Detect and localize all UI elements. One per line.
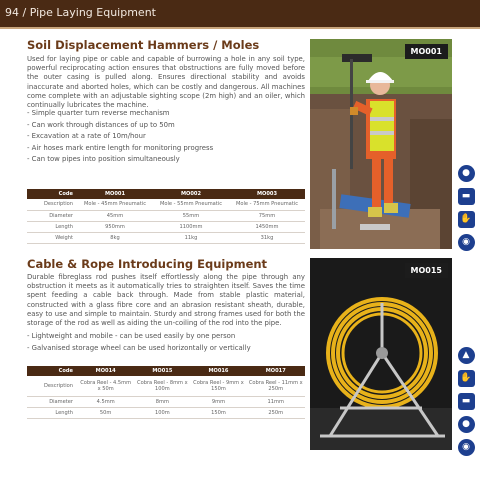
product-code-badge: MO001 [405, 44, 448, 59]
table-row-label: Description [27, 199, 77, 210]
table-cell: 100m [134, 407, 190, 418]
table-header-cell: MO002 [153, 189, 229, 199]
table-row-label: Diameter [27, 396, 77, 407]
table-header-cell: MO015 [134, 366, 190, 376]
table-header-cell: Code [27, 189, 77, 199]
mole-worker-illustration [310, 39, 452, 249]
table-header-cell: MO014 [77, 366, 134, 376]
table-cell: 250m [247, 407, 305, 418]
table-cell: 9mm [190, 396, 246, 407]
feature-item: - Can tow pipes into position simultaneously [27, 155, 180, 164]
table-row-label: Weight [27, 232, 77, 243]
table-cell: Cobra Reel - 8mm x 100m [134, 376, 190, 396]
table-cell: 55mm [153, 210, 229, 221]
table-row-label: Diameter [27, 210, 77, 221]
feature-list-moles [27, 108, 305, 166]
table-row-label: Length [27, 407, 77, 418]
feature-item: - Can work through distances of up to 50m [27, 120, 175, 129]
table-header-row [27, 366, 305, 376]
table-row [27, 199, 305, 210]
table-row [27, 376, 305, 396]
table-cell: Cobra Reel - 11mm x 250m [247, 376, 305, 396]
table-cell: Cobra Reel - 9mm x 150m [190, 376, 246, 396]
table-cell: 8kg [77, 232, 153, 243]
table-row [27, 407, 305, 418]
table-header-cell: MO003 [229, 189, 305, 199]
table-header-row [27, 189, 305, 199]
table-cell: 4.5mm [77, 396, 134, 407]
section-paragraph-cable-rope: Durable fibreglass rod pushes itself effortlessly along the pipe through any obstruction it meets as it automatically tries to straighten itself. Saves the time spent feeding a cable back through. Made from stable plastic material, constructed with a glass fibre core and an abrasion resistant sheath, durable, easy to use and simple to maintain. Sturdy and strong frames used for both the storage of the rod as well as aiding the un-coiling of the rod into the pipe. [27, 273, 305, 328]
ppe-icon-column-cable-rope [455, 347, 477, 462]
face-mask-icon: ◉ [458, 234, 475, 251]
table-header-cell: MO017 [247, 366, 305, 376]
table-header-cell: Code [27, 366, 77, 376]
table-cell: 11mm [247, 396, 305, 407]
table-header-cell: MO001 [77, 189, 153, 199]
spec-table-moles [27, 189, 305, 244]
product-photo-cobra-reel [310, 258, 452, 450]
gloves-icon: ✋ [458, 370, 475, 387]
table-cell: 1100mm [153, 221, 229, 232]
feature-item: - Galvanised storage wheel can be used horizontally or vertically [27, 343, 251, 352]
header-divider [0, 27, 480, 29]
section-title-cable-rope: Cable & Rope Introducing Equipment [27, 257, 268, 271]
table-row [27, 221, 305, 232]
table-cell: Mole - 75mm Pneumatic [229, 199, 305, 210]
safety-boots-icon: ▬ [458, 393, 475, 410]
ppe-icon-column-moles [455, 165, 477, 257]
table-row-label: Description [27, 376, 77, 396]
table-cell: 11kg [153, 232, 229, 243]
table-cell: Mole - 55mm Pneumatic [153, 199, 229, 210]
table-cell: 50m [77, 407, 134, 418]
gloves-icon: ✋ [458, 211, 475, 228]
page-header-text: 94 / Pipe Laying Equipment [5, 6, 156, 19]
product-photo-mole [310, 39, 452, 249]
product-code-badge: MO015 [405, 263, 448, 278]
cobra-reel-illustration [310, 258, 452, 450]
table-row-label: Length [27, 221, 77, 232]
hard-hat-icon: ● [458, 416, 475, 433]
feature-list-cable-rope [27, 331, 305, 354]
section-title-moles: Soil Displacement Hammers / Moles [27, 38, 260, 52]
table-row [27, 232, 305, 243]
table-header-cell: MO016 [190, 366, 246, 376]
table-cell: 1450mm [229, 221, 305, 232]
feature-item: - Excavation at a rate of 10m/hour [27, 132, 146, 141]
table-cell: 75mm [229, 210, 305, 221]
table-cell: 31kg [229, 232, 305, 243]
table-cell: 45mm [77, 210, 153, 221]
safety-goggles-icon: ◉ [458, 439, 475, 456]
table-cell: 950mm [77, 221, 153, 232]
page-header [0, 0, 480, 27]
feature-item: - Simple quarter turn reverse mechanism [27, 109, 170, 117]
table-cell: 8mm [134, 396, 190, 407]
table-row [27, 396, 305, 407]
hi-vis-vest-icon: ▲ [458, 347, 475, 364]
safety-boots-icon: ▬ [458, 188, 475, 205]
table-cell: Mole - 45mm Pneumatic [77, 199, 153, 210]
table-cell: 150m [190, 407, 246, 418]
section-paragraph-moles: Used for laying pipe or cable and capable of burrowing a hole in any soil type, powerful reciprocating action ensures that obstructions are fully moved before the outer casing is pulled along. Ensures directional stability and avoids inaccurate and aborted holes, which can be costly and dangerous. All machines come complete with an adjustable sighting scope (2m high) and an oiler, which continually lubricates the machine. [27, 55, 305, 110]
table-cell: Cobra Reel - 4.5mm x 50m [77, 376, 134, 396]
table-row [27, 210, 305, 221]
feature-item: - Lightweight and mobile - can be used easily by one person [27, 332, 236, 340]
hearing-protection-icon: ● [458, 165, 475, 182]
spec-table-cable-rope [27, 366, 305, 419]
feature-item: - Air hoses mark entire length for monitoring progress [27, 143, 214, 152]
